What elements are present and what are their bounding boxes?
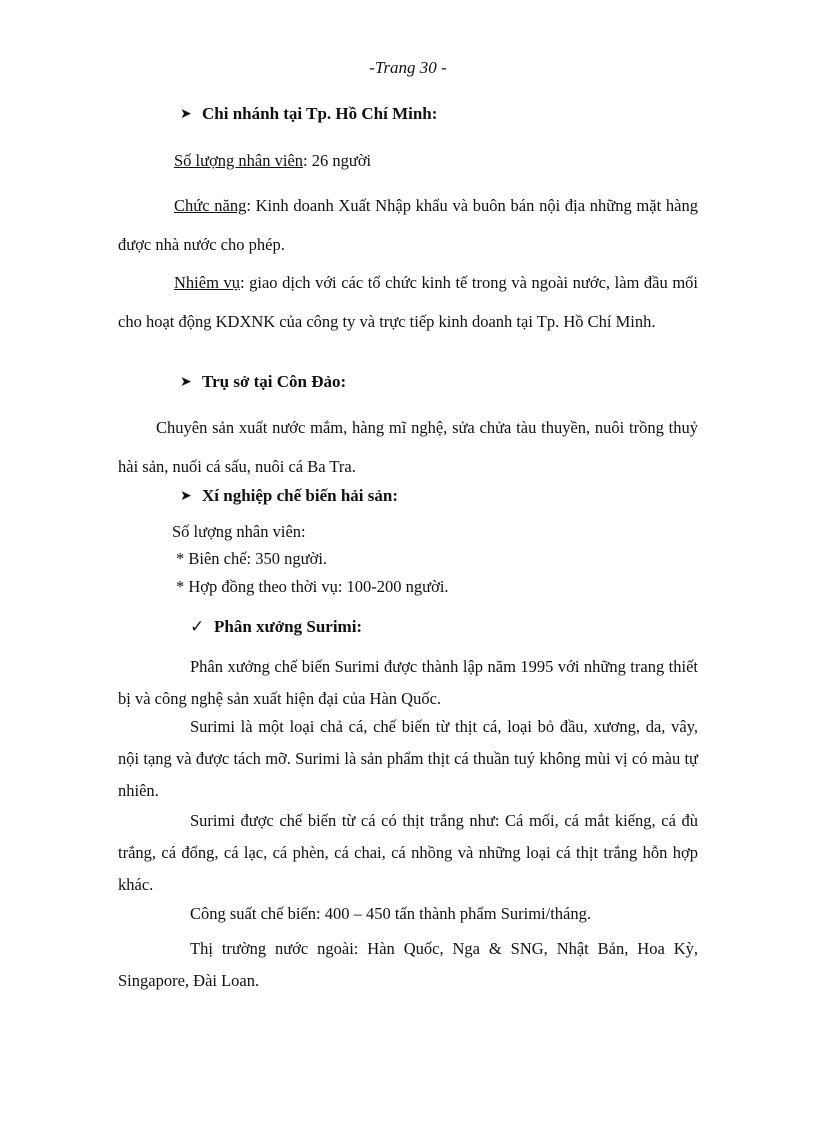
hcm-task-text: : giao dịch với các tổ chức kinh tế trong và ngoài nước, làm đầu mối cho hoạt động KDXNK của công ty và trực tiếp kinh doanh tại Tp. Hồ Chí Minh. [118, 273, 698, 331]
arrow-bullet-icon: ➤ [180, 488, 192, 504]
heading-surimi [190, 617, 362, 637]
page-number-header: -Trang 30 - [369, 58, 447, 77]
condao-paragraph: Chuyên sản xuất nước mắm, hàng mĩ nghệ, sửa chửa tàu thuyền, nuôi trồng thuỷ hài sản, nuối cá sấu, nuôi cá Ba Tra. [118, 418, 698, 476]
heading-factory-text: Xí nghiệp chế biến hải sản: [202, 486, 399, 505]
hcm-function-text: : Kinh doanh Xuất Nhập khẩu và buôn bán nội địa những mặt hàng được nhà nước cho phép. [118, 196, 698, 254]
surimi-paragraph-4: Công suất chế biến: 400 – 450 tấn thành phẩm Surimi/tháng. [190, 904, 591, 923]
factory-staff-permanent: * Biên chế: 350 người. [176, 549, 328, 568]
hcm-staff-value: : 26 người [303, 151, 372, 170]
hcm-staff-line [174, 151, 371, 171]
surimi-paragraph-2: Surimi là một loại chả cá, chế biến từ thịt cá, loại bỏ đầu, xương, da, vây, nội tạng và được tách mỡ. Surimi là sản phẩm thịt cá thuần tuý không mùi vị có màu tự nhiên. [118, 717, 698, 800]
factory-staff-label: Số lượng nhân viên: [172, 522, 306, 541]
hcm-task-paragraph [118, 263, 698, 341]
heading-factory [180, 486, 398, 506]
heading-hcm-branch [180, 104, 437, 124]
hcm-task-label: Nhiêm vụ [174, 273, 240, 292]
arrow-bullet-icon: ➤ [180, 106, 192, 122]
heading-surimi-text: Phân xưởng Surimi: [214, 617, 363, 636]
heading-hcm-text: Chi nhánh tại Tp. Hồ Chí Minh: [202, 104, 438, 123]
surimi-paragraph-1: Phân xưởng chế biến Surimi được thành lập năm 1995 với những trang thiết bị và công nghệ sản xuất hiện đại của Hàn Quốc. [118, 657, 698, 708]
heading-condao [180, 372, 346, 392]
hcm-function-label: Chức năng [174, 196, 247, 215]
surimi-paragraph-3: Surimi được chế biến từ cá có thịt trắng như: Cá mối, cá mắt kiếng, cá đù trắng, cá đổng, cá lạc, cá phèn, cá chai, cá nhồng và những loại cá thịt trắng hỗn hợp khác. [118, 811, 698, 894]
heading-condao-text: Trụ sở tại Côn Đảo: [202, 372, 347, 391]
hcm-function-paragraph [118, 186, 698, 264]
hcm-staff-label: Số lượng nhân viên [174, 151, 304, 170]
checkmark-bullet-icon: ✓ [190, 617, 205, 636]
factory-staff-seasonal: * Hợp đồng theo thời vụ: 100-200 người. [176, 577, 449, 596]
arrow-bullet-icon: ➤ [180, 374, 192, 390]
surimi-paragraph-5: Thị trường nước ngoài: Hàn Quốc, Nga & SNG, Nhật Bản, Hoa Kỳ, Singapore, Đài Loan. [118, 939, 698, 990]
